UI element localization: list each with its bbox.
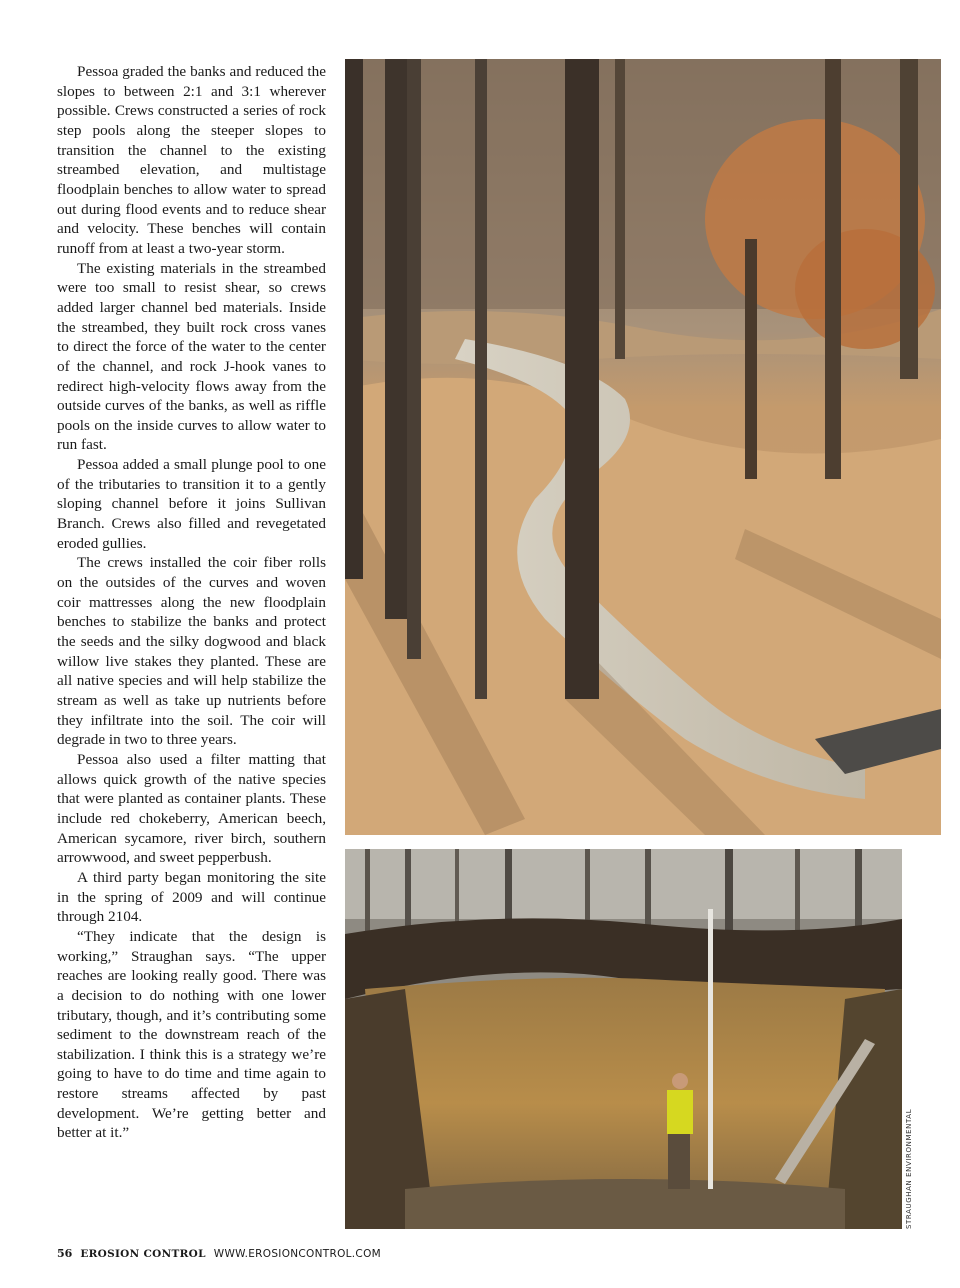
article-paragraph: The existing materials in the streambed were too small to resist shear, so crews added larger channel bed materials. Inside the streambed, they built rock cross vanes to direct the force of the water to the center of the channel, and rock J-hook vanes to redirect high-velocity flows away from the outside curves of the banks, as well as riffle pools on the inside curves to allow water to run fast. [57,259,326,454]
page-footer [57,1247,381,1263]
magazine-url[interactable]: WWW.EROSIONCONTROL.COM [213,1248,381,1260]
article-paragraph: Pessoa added a small plunge pool to one of the tributaries to transition it to a gently sloping channel before it joins Sullivan Branch. Crews also filled and revegetated eroded gullies. [57,456,326,552]
photo-credit: STRAUGHAN ENVIRONMENTAL [905,1108,913,1229]
article-column [57,62,326,1143]
article-paragraph: Pessoa graded the banks and reduced the slopes to between 2:1 and 3:1 wherever possible. Crews constructed a series of rock step pools along the steeper slopes to transition the channel to the existing streambed elevation, and multistage floodplain benches to allow water to spread out during flood events and to reduce shear and velocity. These benches will contain runoff from at least a two-year storm. [57,63,326,257]
stream-restoration-photo [345,59,941,835]
page-number: 56 [57,1247,73,1260]
article-paragraph: Pessoa also used a filter matting that allows quick growth of the native species that were planted as container plants. These include red chokeberry, American beech, American sycamore, river birch, southern arrowwood, and sweet pepperbush. [57,750,326,867]
eroded-gully-photo [345,849,902,1229]
article-paragraph: “They indicate that the design is working,” Straughan says. “The upper reaches are looking really good. There was a decision to do nothing with one lower tributary, though, and it’s contributing some sediment to the downstream reach of the stabilization. I think this is a strategy we’re going to have to do time and time again to restore streams affected by past development. We’re getting better and better at it.” [57,927,326,1142]
magazine-name: EROSION CONTROL [80,1248,206,1260]
article-paragraph: The crews installed the coir fiber rolls on the outsides of the curves and woven coir mattresses along the new floodplain benches to stabilize the banks and protect the seeds and the silky dogwood and black willow live stakes they planted. These are all native species and will help stabilize the stream as well as take up nutrients before they infiltrate into the soil. The coir will degrade in two to three years. [57,554,326,749]
article-paragraph: A third party began monitoring the site in the spring of 2009 and will continue through 2104. [57,868,326,926]
